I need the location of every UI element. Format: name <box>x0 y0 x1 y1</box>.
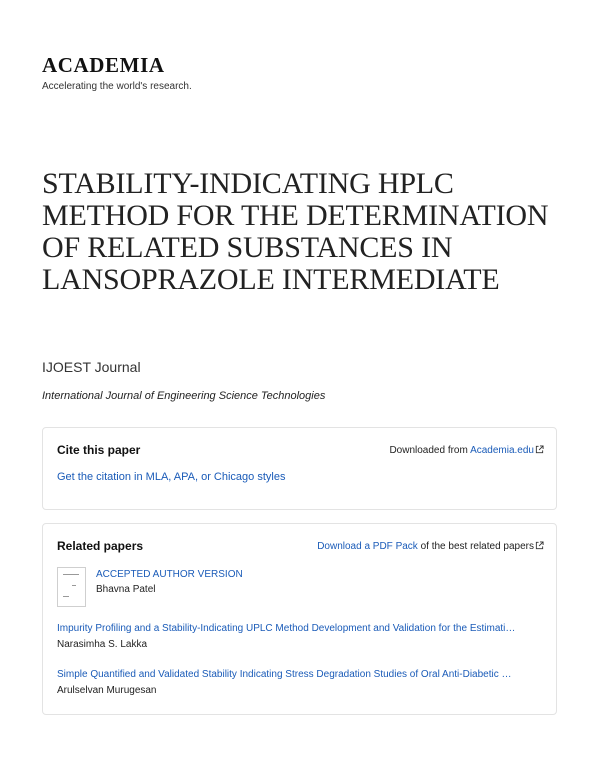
thumb-line <box>63 596 69 597</box>
paper-author: IJOEST Journal <box>42 359 141 375</box>
related-heading: Related papers <box>57 539 144 553</box>
academia-link[interactable]: Academia.edu <box>470 445 534 456</box>
download-pack-suffix: of the best related papers <box>417 541 534 552</box>
paper-title: STABILITY-INDICATING HPLC METHOD FOR THE DETERMINATION OF RELATED SUBSTANCES IN LANSOPRAZOLE INTERMEDIATE <box>42 167 549 296</box>
downloaded-prefix: Downloaded from <box>389 445 471 456</box>
related-paper-title[interactable]: ACCEPTED AUTHOR VERSION <box>96 569 243 580</box>
related-paper-author: Bhavna Patel <box>96 584 156 595</box>
paper-thumbnail[interactable] <box>57 567 86 607</box>
cite-heading: Cite this paper <box>57 443 141 457</box>
related-card <box>42 523 557 715</box>
thumb-line <box>63 574 79 575</box>
related-paper-title[interactable]: Simple Quantified and Validated Stability Indicating Stress Degradation Studies of Oral Anti-Diabetic … <box>57 669 512 680</box>
cite-card <box>42 427 557 510</box>
download-pdf-pack-link[interactable]: Download a PDF Pack <box>317 541 418 552</box>
academia-logo: ACADEMIA <box>42 53 165 77</box>
related-paper-title[interactable]: Impurity Profiling and a Stability-Indicating UPLC Method Development and Validation for the Estimati… <box>57 623 516 634</box>
paper-journal: International Journal of Engineering Science Technologies <box>42 390 326 402</box>
external-link-icon[interactable] <box>535 541 544 550</box>
related-paper-author: Arulselvan Murugesan <box>57 685 157 696</box>
tagline: Accelerating the world's research. <box>42 81 192 92</box>
related-paper-author: Narasimha S. Lakka <box>57 639 148 650</box>
external-link-icon[interactable] <box>535 445 544 454</box>
thumb-line <box>72 585 76 586</box>
downloaded-from <box>389 445 544 456</box>
citation-link[interactable]: Get the citation in MLA, APA, or Chicago styles <box>57 471 286 483</box>
download-pack <box>317 541 544 552</box>
